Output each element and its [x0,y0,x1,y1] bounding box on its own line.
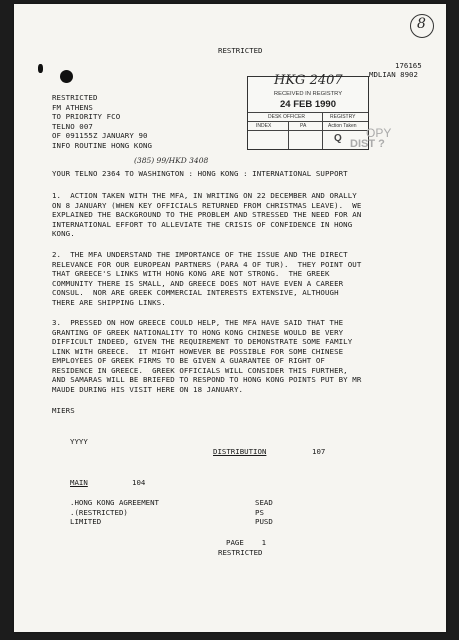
para-2-line: THERE ARE SHIPPING LINKS. [52,297,166,307]
distribution-item-right: PS [255,507,264,517]
dist-mark: DIST ? [350,138,385,150]
reference-number: 176165 [395,61,422,70]
signature: MIERS [52,406,75,415]
footer-classification: RESTRICTED [218,547,263,557]
telegram-number: TELNO 007 [52,121,93,131]
para-3-line: EMPLOYEES OF GREEK FIRMS TO BE GIVEN A GUARANTEE OF RIGHT OF [52,356,325,365]
para-2-line: THAT GREECE'S LINKS WITH HONG KONG ARE NOT STRONG. THE GREEK [52,269,330,278]
para-1-line: INTERNATIONAL EFFORT TO ALLEVIATE THE CRISIS OF CONFIDENCE IN HONG [52,219,353,229]
reference-code: MDLIAN 8902 [369,70,418,79]
ink-mark [38,64,43,73]
punch-hole-mark [60,70,73,83]
para-1-line: ON 8 JANUARY (WHEN KEY OFFICIALS RETURNED FROM CHRISTMAS LEAVE). WE [52,200,362,210]
para-3-line: DIFFICULT INDEED, GIVEN THE REQUIREMENT TO DEMONSTRATE SOME FAMILY [52,337,353,346]
stamp-action-taken: Action Taken [328,123,357,129]
stamp-divider [322,112,323,149]
telegram-from: FM ATHENS [52,102,93,112]
para-3-line: LINK WITH GREECE. IT MIGHT HOWEVER BE POSSIBLE FOR SOME CHINESE [52,346,344,356]
footer-page: PAGE 1 [226,538,267,547]
stamp-date: 24 FEB 1990 [280,99,336,110]
distribution-item-left: LIMITED [70,517,102,526]
stamp-handwritten-ref: HKG 2407 [274,73,343,88]
stamp-received-label: RECEIVED IN REGISTRY [273,91,343,97]
stamp-divider [248,112,368,113]
stamp-q-mark: Q [334,133,342,144]
stamp-registry: REGISTRY [330,114,356,120]
para-2-line: 2. THE MFA UNDERSTAND THE IMPORTANCE OF THE ISSUE AND THE DIRECT [52,250,348,259]
distribution-item-left: .(RESTRICTED) [70,507,128,517]
yyyy-marker: YYYY [70,437,88,446]
para-3-line: RESIDENCE IN GREECE. GREEK OFFICIALS WILL CONSIDER THIS FURTHER, [52,365,348,375]
para-3-line: GRANTING OF GREEK NATIONALITY TO HONG KONG CHINESE WOULD BE VERY [52,327,344,337]
para-2-line: COMMUNITY THERE IS SMALL, AND GREECE DOES NOT HAVE EVEN A CAREER [52,278,344,288]
telegram-datetime: OF 091155Z JANUARY 90 [52,131,148,140]
stamp-divider [248,121,368,122]
copy-mark: OPY [366,126,392,140]
para-2-line: RELEVANCE FOR OUR EUROPEAN PARTNERS (PARA 4 OF TUR). THEY POINT OUT [52,259,362,269]
distribution-label: DISTRIBUTION [213,447,267,456]
distribution-count: 107 [312,447,326,456]
subject-line: YOUR TELNO 2364 TO WASHINGTON : HONG KONG : INTERNATIONAL SUPPORT [52,169,348,178]
para-1-line: EXPLAINED THE BACKGROUND TO THE PROBLEM AND STRESSED THE NEED FOR AN [52,210,362,219]
classification-top: RESTRICTED [218,46,263,55]
stamp-divider [288,121,289,149]
stamp-pa: PA [300,123,307,129]
para-1-line: KONG. [52,229,75,238]
telegram-classification: RESTRICTED [52,93,98,102]
main-label: MAIN [70,478,88,487]
stamp-divider [248,130,368,131]
stamp-index: INDEX [256,123,272,129]
stamp-desk-officer: DESK OFFICER [268,114,305,120]
para-3-line: MAUDE DURING HIS VISIT HERE ON 18 JANUARY. [52,384,244,394]
distribution-item-right: PUSD [255,517,273,526]
para-3-line: 3. PRESSED ON HOW GREECE COULD HELP, THE MFA HAVE SAID THAT THE [52,318,344,327]
distribution-item-left: .HONG KONG AGREEMENT [70,498,159,507]
page-number-annotation: 8 [417,16,426,32]
para-2-line: CONSUL. NOR ARE GREEK COMMERCIAL INTERESTS EXTENSIVE, ALTHOUGH [52,288,339,297]
para-3-line: AND SAMARAS WILL BE BRIEFED TO RESPOND TO HONG KONG POINTS PUT BY MR [52,375,362,384]
para-1-line: 1. ACTION TAKEN WITH THE MFA, IN WRITING ON 22 DECEMBER AND ORALLY [52,191,357,200]
distribution-item-right: SEAD [255,498,273,507]
document-page [14,4,446,632]
main-count: 104 [132,478,146,487]
handwritten-margin-ref: (385) 99/HKD 3408 [134,156,209,165]
telegram-info: INFO ROUTINE HONG KONG [52,140,153,150]
telegram-to: TO PRIORITY FCO [52,112,121,121]
